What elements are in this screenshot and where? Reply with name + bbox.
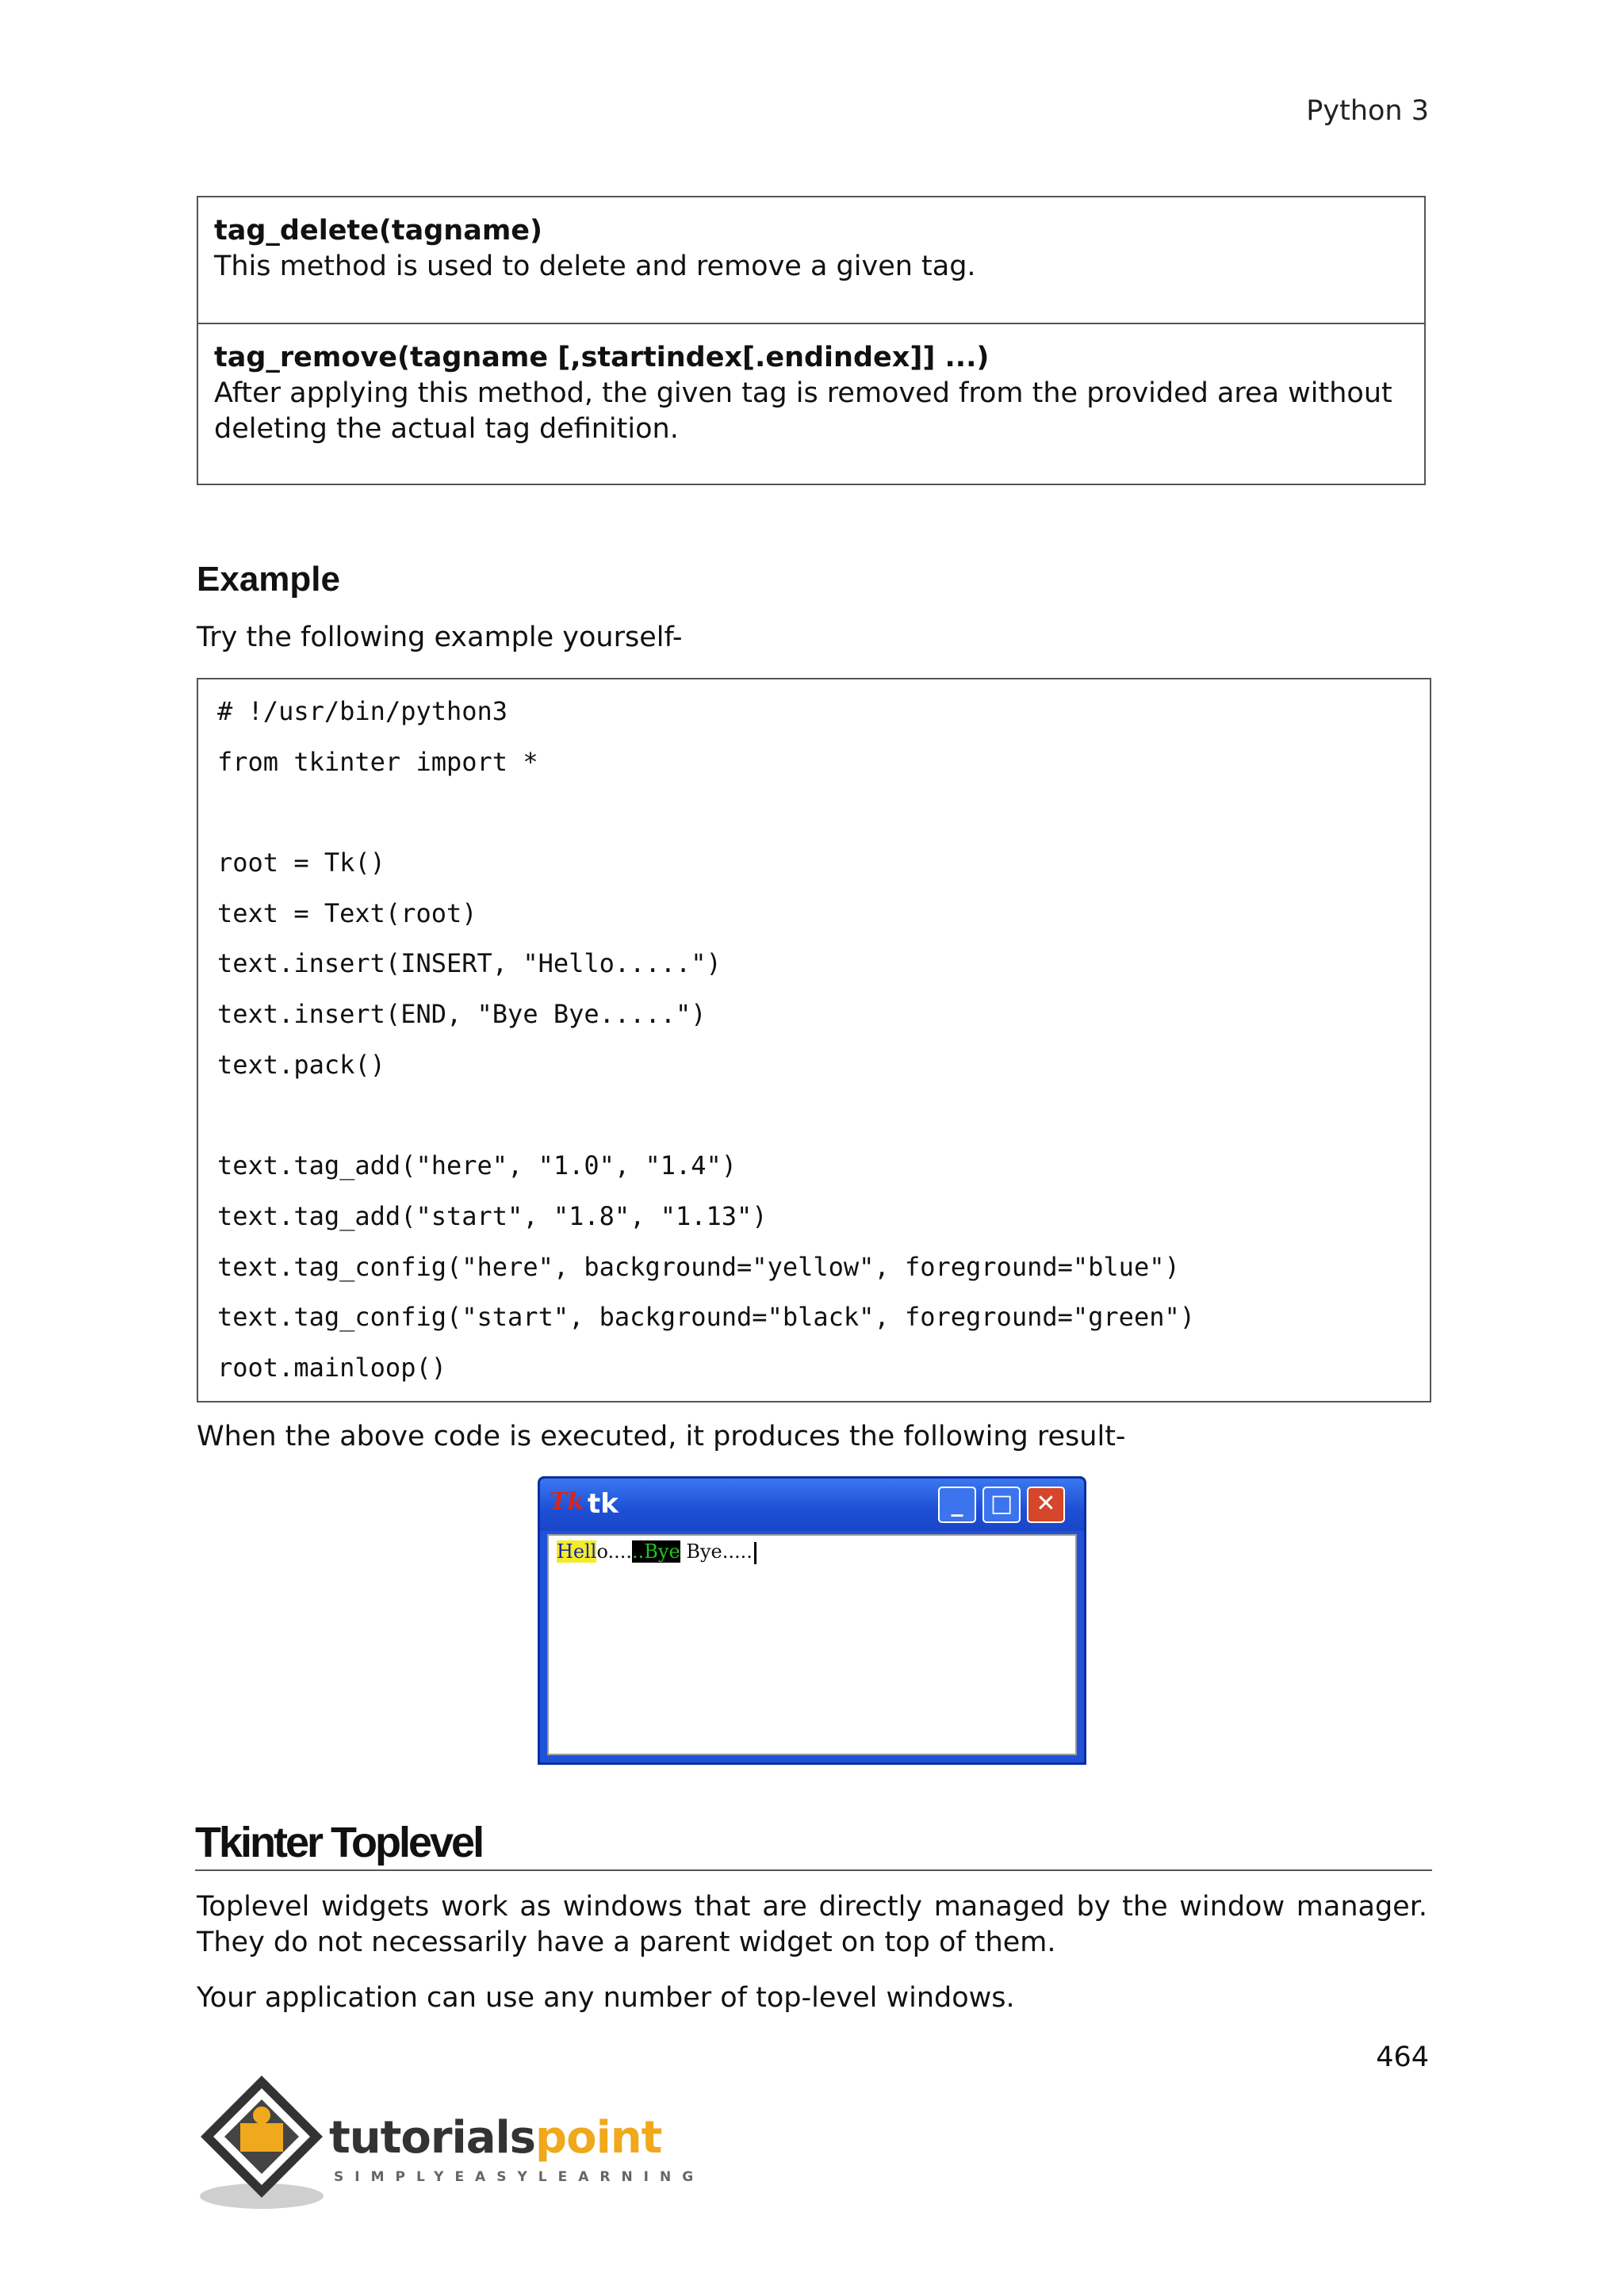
- code-line: text.tag_add("start", "1.8", "1.13"): [217, 1200, 768, 1231]
- example-heading: Example: [197, 560, 340, 599]
- method-row: [198, 324, 1424, 484]
- code-line: from tkinter import *: [217, 746, 538, 777]
- page-number: 464: [1376, 2042, 1429, 2073]
- example-intro: Try the following example yourself-: [197, 622, 683, 653]
- minimize-icon[interactable]: _: [938, 1487, 976, 1523]
- tag-start-text: ..Bye: [632, 1540, 680, 1563]
- logo-mark-icon: [194, 2071, 329, 2214]
- tk-titlebar: [540, 1479, 1084, 1531]
- body-paragraph: Your application can use any number of top-level windows.: [197, 1982, 1015, 2014]
- code-line: [217, 796, 1430, 847]
- maximize-icon[interactable]: □: [982, 1487, 1021, 1523]
- code-line: root.mainloop(): [217, 1352, 446, 1383]
- plain-text: o....: [596, 1540, 633, 1563]
- methods-table: [197, 196, 1426, 485]
- tutorialspoint-logo: [194, 2071, 705, 2214]
- method-name: tag_remove(tagname [,startindex[.endindex]] ...): [214, 342, 990, 373]
- section-divider: [195, 1869, 1432, 1871]
- logo-tagline: SIMPLYEASYLEARNING: [334, 2169, 705, 2185]
- code-line: text = Text(root): [217, 897, 477, 928]
- code-line: text.insert(INSERT, "Hello....."): [217, 948, 722, 979]
- plain-text: Bye.....: [680, 1540, 753, 1563]
- section-title: Tkinter Toplevel: [195, 1819, 483, 1866]
- method-description: After applying this method, the given tag is removed from the provided area without deleting the actual tag definition.: [214, 377, 1392, 445]
- code-line: text.insert(END, "Bye Bye....."): [217, 999, 707, 1030]
- code-line: text.pack(): [217, 1049, 385, 1080]
- method-description: This method is used to delete and remove a given tag.: [214, 251, 976, 282]
- code-line: [217, 1100, 1430, 1150]
- tag-here-text: Hell: [557, 1540, 597, 1563]
- running-header: Python 3: [1306, 95, 1429, 127]
- text-cursor: [754, 1542, 756, 1564]
- tk-text-widget[interactable]: [547, 1534, 1077, 1755]
- code-block: [197, 678, 1431, 1402]
- logo-wordmark: tutorialspoint: [329, 2112, 662, 2164]
- code-line: text.tag_config("here", background="yellow", foreground="blue"): [217, 1251, 1180, 1282]
- code-line: text.tag_add("here", "1.0", "1.4"): [217, 1150, 737, 1181]
- tk-app-icon: Tk: [550, 1488, 584, 1516]
- close-icon[interactable]: ✕: [1027, 1487, 1065, 1523]
- tk-window-title: tk: [588, 1488, 619, 1520]
- body-paragraph: Toplevel widgets work as windows that are directly managed by the window manager. They do not necessarily have a parent widget on top of them.: [197, 1891, 1427, 1958]
- code-line: text.tag_config("start", background="black", foreground="green"): [217, 1302, 1195, 1333]
- code-line: root = Tk(): [217, 848, 385, 878]
- method-row: [198, 197, 1424, 324]
- result-intro: When the above code is executed, it produces the following result-: [197, 1421, 1126, 1452]
- tk-window-screenshot: [538, 1476, 1086, 1765]
- tk-text-content: [557, 1540, 756, 1564]
- method-name: tag_delete(tagname): [214, 215, 543, 247]
- code-line: # !/usr/bin/python3: [217, 696, 508, 726]
